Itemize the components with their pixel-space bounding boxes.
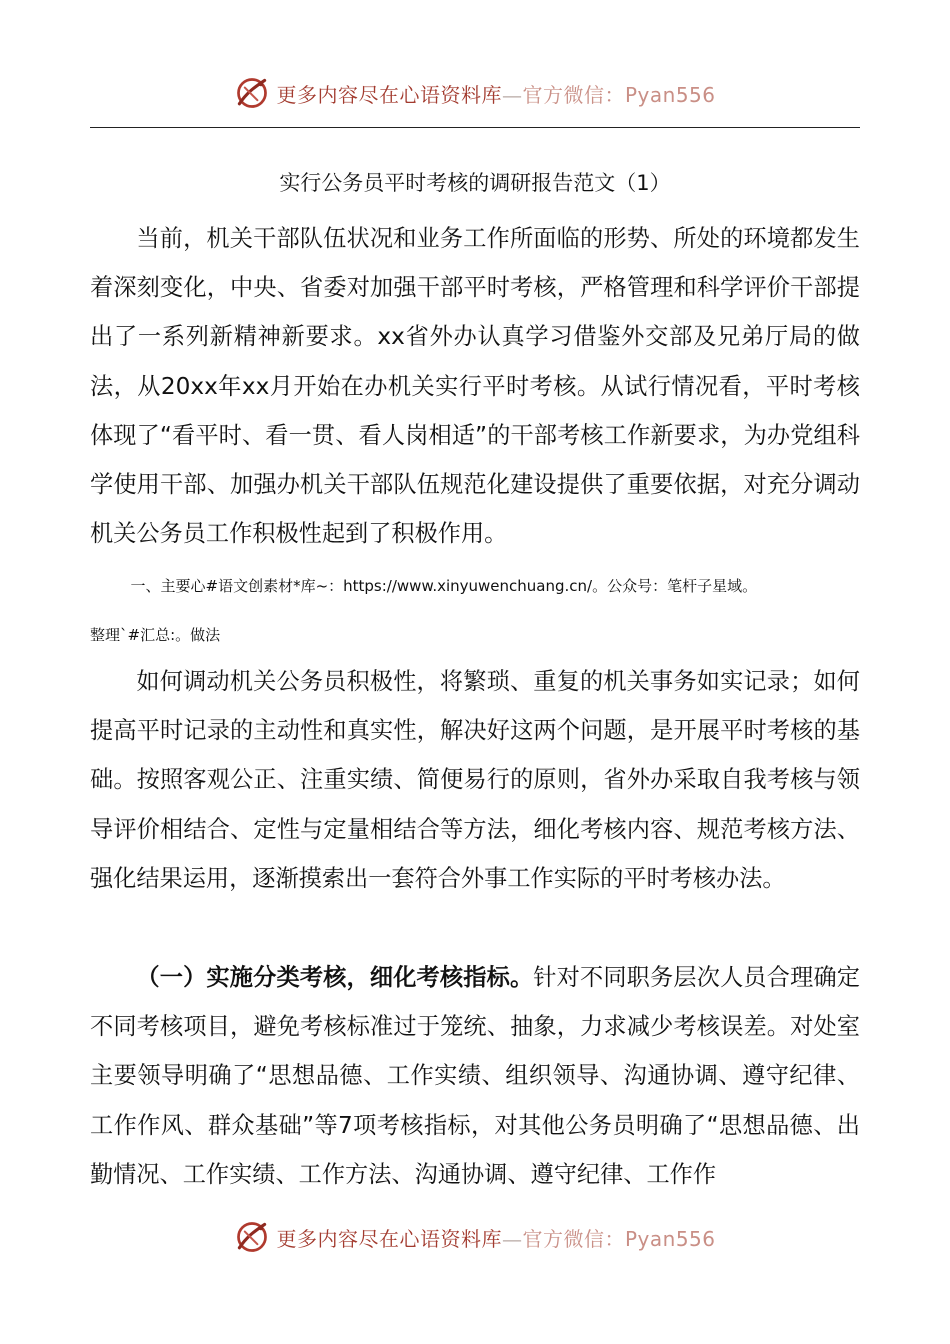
section-heading-line2: 整理`#汇总:。做法 (90, 626, 221, 644)
document-title: 实行公务员平时考核的调研报告范文（1） (279, 171, 671, 195)
footer-banner-wechat-label: 官方微信： (522, 1226, 625, 1251)
header-banner-dash: — (501, 82, 523, 107)
brush-seal-logo-icon (234, 1219, 270, 1255)
header-banner (0, 71, 950, 115)
footer-banner (0, 1215, 950, 1259)
header-banner-wechat-id: Pyan556 (624, 82, 716, 107)
header-banner-inner (234, 75, 715, 111)
paragraph-method: 如何调动机关公务员积极性，将繁琐、重复的机关事务如实记录；如何提高平时记录的主动性和真实性，解决好这两个问题，是开展平时考核的基础。按照客观公正、注重实绩、简便易行的原则，省外办采取自我考核与领导评价相结合、定性与定量相结合等方法，细化考核内容、规范考核方法、强化结果运用，逐渐摸索出一套符合外事工作实际的平时考核办法。 (90, 668, 860, 892)
brush-seal-logo-icon (234, 75, 270, 111)
section-heading-line1: 一、主要心#语文创素材*库~：https://www.xinyuwenchuang.cn/。公众号：笔杆子星域。 (130, 577, 758, 595)
paragraph-body: 针对不同职务层次人员合理确定不同考核项目，避免考核标准过于笼统、抽象，力求减少考核误差。对处室主要领导明确了“思想品德、工作实绩、组织领导、沟通协调、遵守纪律、工作作风、群众基础”等7项考核指标，对其他公务员明确了“思想品德、出勤情况、工作实绩、工作方法、沟通协调、遵守纪律、工作作 (90, 964, 860, 1188)
header-banner-main-text: 更多内容尽在心语资料库 (276, 82, 502, 107)
footer-banner-wechat-id: Pyan556 (624, 1226, 716, 1251)
footer-banner-main-text: 更多内容尽在心语资料库 (276, 1226, 502, 1251)
header-banner-wechat-label: 官方微信： (522, 82, 625, 107)
footer-banner-dash: — (501, 1226, 523, 1251)
footer-banner-inner (234, 1219, 715, 1255)
paragraph-classified-assessment (90, 953, 860, 1199)
paragraph-intro: 当前，机关干部队伍状况和业务工作所面临的形势、所处的环境都发生着深刻变化，中央、省委对加强干部平时考核，严格管理和科学评价干部提出了一系列新精神新要求。xx省外办认真学习借鉴外交部及兄弟厅局的做法，从20xx年xx月开始在办机关实行平时考核。从试行情况看，平时考核体现了“看平时、看一贯、看人岗相适”的干部考核工作新要求，为办党组科学使用干部、加强办机关干部队伍规范化建设提供了重要依据，对充分调动机关公务员工作积极性起到了积极作用。 (90, 225, 860, 548)
header-divider (90, 127, 860, 128)
paragraph-lead-heading: （一）实施分类考核，细化考核指标。 (136, 964, 534, 991)
